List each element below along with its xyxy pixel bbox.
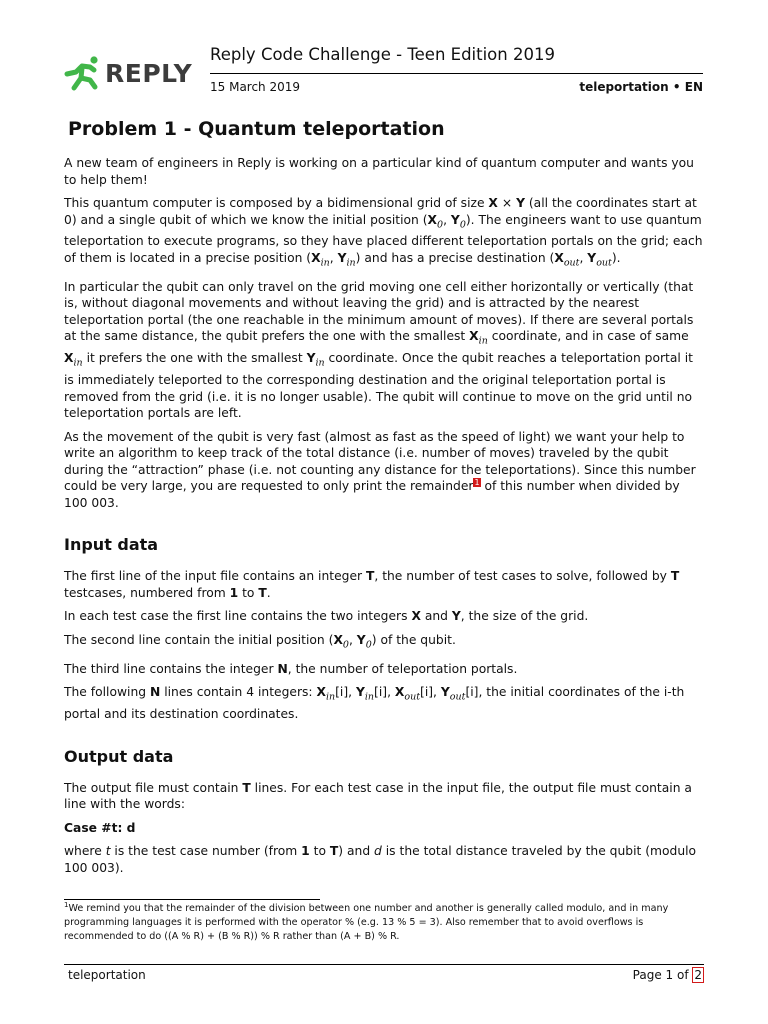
footnote-mark: 1 <box>64 900 69 909</box>
footer-divider <box>64 964 704 965</box>
input-initial-position-paragraph: The second line contain the initial position ($X_0$, $Y_0$) of the qubit. <box>64 632 456 651</box>
task-paragraph: As the movement of the qubit is very fast (almost as fast as the speed of light) we want your help to write an algorithm to keep track of the total distance (i.e. number of moves) traveled by the qubit during the “attraction” phase (i.e. not counting any distance for the teleportations). Since this number could be very large, you are requested to only print the remainder$^1$ of this number when divided by 100 003. <box>64 429 696 510</box>
footnote-text: We remind you that the remainder of the division between one number and another is generally called modulo, and in many programming languages it is performed with the operator % (e.g. 13 % 5 = 3). Also remember that to avoid overflows is recommended to do ((A % R) + (B % R)) % R rather than (A + B) % R. <box>64 903 669 942</box>
grid-paragraph: This quantum computer is composed by a bidimensional grid of size X × Y (all the coordinates start at 0) and a single qubit of which we know the initial position ($X_0$, $Y_0$). The engineers want to use quantum teleportation to execute programs, so they have placed different teleportation portals on the grid; each of them is located in a precise position ($X_{in}$, $Y_{in}$) and has a precise destination ($X_{out}$, $Y_{out}$). <box>64 196 703 269</box>
header-divider <box>210 73 703 74</box>
bullet-separator: • <box>672 80 681 94</box>
output-data-heading: Output data <box>64 746 174 766</box>
header-problem-tag <box>579 80 703 94</box>
footnote <box>64 902 704 944</box>
input-portals-paragraph: The following N lines contain 4 integers: $X_{in}[i]$, $Y_{in}[i]$, $X_{out}[i]$, $Y_{out}[i]$, the initial coordinates of the i-th portal and its destination coordinates. <box>64 685 685 722</box>
footnote-divider <box>64 899 320 900</box>
intro-paragraph: A new team of engineers in Reply is working on a particular kind of quantum computer and wants you to help them! <box>64 156 694 187</box>
page-title: Problem 1 - Quantum teleportation <box>68 118 445 140</box>
logo-wordmark: REPLY <box>105 59 193 88</box>
total-pages-link[interactable]: 2 <box>694 968 702 982</box>
movement-paragraph: In particular the qubit can only travel on the grid moving one cell either horizontally or vertically (that is, without diagonal movements and without leaving the grid) and is attracted by the nearest teleportation portal (the one reachable in the minimum amount of moves). If there are several portals at the same distance, the qubit prefers the one with the smallest $X_{in}$ coordinate, and in case of same $X_{in}$ it prefers the one with the smallest $Y_{in}$ coordinate. Once the qubit reaches a teleportation portal it is immediately teleported to the corresponding destination and the original teleportation portal is removed from the grid (i.e. it is no longer usable). The qubit will continue to move on the grid until no teleportation portals are left. <box>64 279 694 421</box>
output-format: Case #t: d <box>64 820 136 835</box>
reply-runner-icon <box>64 56 102 92</box>
header-date: 15 March 2019 <box>210 80 301 94</box>
footnote-reference-link[interactable]: 1 <box>474 478 480 488</box>
input-grid-size-paragraph: In each test case the first line contains the two integers X and Y, the size of the grid. <box>64 609 589 624</box>
problem-tag: teleportation <box>579 80 669 94</box>
page-number: Page 1 of 2 <box>632 968 702 982</box>
language-tag: EN <box>684 80 703 94</box>
header-title: Reply Code Challenge - Teen Edition 2019 <box>210 45 555 64</box>
input-first-line-paragraph: The first line of the input file contains an integer T, the number of test cases to solve, followed by T testcases, numbered from 1 to T. <box>64 569 680 600</box>
problem-statement <box>64 155 704 883</box>
input-data-heading: Input data <box>64 535 159 555</box>
output-explanation-paragraph: where t is the test case number (from 1 to T) and d is the total distance traveled by the qubit (modulo 100 003). <box>64 844 697 875</box>
input-portal-count-paragraph: The third line contains the integer N, the number of teleportation portals. <box>64 661 518 676</box>
footer-problem-name: teleportation <box>68 968 146 982</box>
output-description-paragraph: The output file must contain T lines. For each test case in the input file, the output file must contain a line with the words: <box>64 780 692 812</box>
reply-logo <box>64 56 204 92</box>
